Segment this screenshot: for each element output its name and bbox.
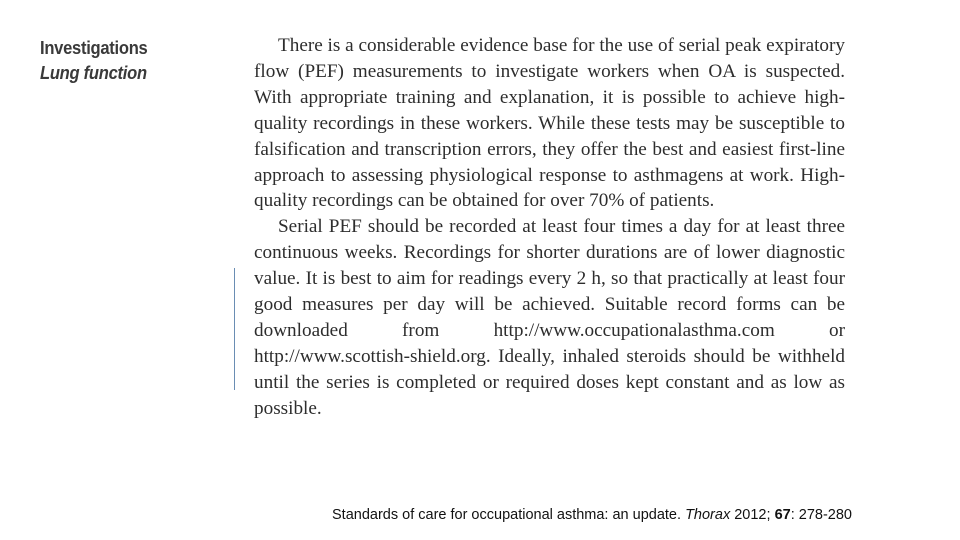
citation-title: Standards of care for occupational asthma: an update. bbox=[332, 507, 682, 523]
citation-volume: 67 bbox=[774, 507, 791, 523]
citation bbox=[332, 505, 852, 525]
margin-marker-line bbox=[234, 268, 235, 390]
paragraph-serial-pef: Serial PEF should be recorded at least four times a day for at least three continuous weeks. Recordings for shorter durations are of lower diagnostic value. It is best to aim for readings every 2 h, so that practically at least four good measures per day will be achieved. Suitable record forms can be downloaded from http://www.occupationalasthma.com or http://www.scottish-shield.org. Ideally, inhaled steroids should be withheld until the series is completed or required doses kept constant and as low as possible. bbox=[254, 216, 845, 419]
section-subtitle: Lung function bbox=[40, 63, 147, 83]
citation-journal: Thorax bbox=[685, 507, 731, 523]
article-body bbox=[254, 33, 845, 422]
section-heading bbox=[40, 36, 147, 86]
paragraph-evidence: There is a considerable evidence base for the use of serial peak expiratory flow (PEF) measurements to investigate workers when OA is suspected. With appropriate training and explanation, it is possible to achieve high-quality recordings in these workers. While these tests may be susceptible to falsification and transcription errors, they offer the best and easiest first-line approach to assessing physiological response to asthmagens at work. High-quality recordings can be obtained for over 70% of patients. bbox=[254, 35, 845, 212]
citation-year: 2012; bbox=[734, 507, 771, 523]
citation-pages: : 278-280 bbox=[790, 507, 852, 523]
section-title: Investigations bbox=[40, 38, 148, 58]
